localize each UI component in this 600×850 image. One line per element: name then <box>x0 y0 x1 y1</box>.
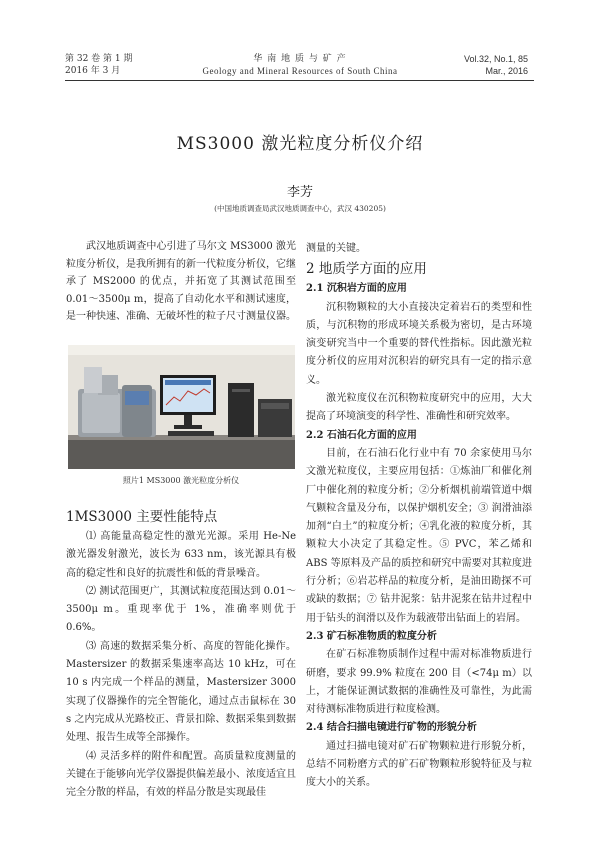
section-2-heading: 2 地质学方面的应用 <box>306 261 427 278</box>
section-1-paragraph: ⑶ 高速的数据采集分析、高度的智能化操作。Mastersizer 的数据采集速率高达 10 kHz，可在 10 s 内完成一个样品的测量，Mastersizer 3000 实现了仪器操作的完全智能化，通过点击鼠标在 30 s 之内完成从光路校正、背景扣除、数据采集到数据处理、报告生成等全部操作。 <box>66 640 296 744</box>
instrument-illustration <box>68 345 295 469</box>
journal-title-cn: 华 南 地 质 与 矿 产 <box>253 54 347 64</box>
article-title: MS3000 激光粒度分析仪介绍 <box>176 134 424 154</box>
journal-citation-info <box>464 53 528 77</box>
figure-caption: 照片1 MS3000 激光粒度分析仪 <box>122 476 240 485</box>
section-1-heading: 1MS3000 主要性能特点 <box>66 509 218 525</box>
subsection-paragraph: 沉积物颗粒的大小直接决定着岩石的类型和性质，与沉积物的形成环境关系极为密切，是古环境演变研究当中一个重要的替代性指标。因此激光粒度分析仪的应用对沉积岩的研究具有一定的指示意义。 <box>306 301 532 386</box>
right-column <box>306 240 532 793</box>
article-author: 李芳 <box>286 185 313 200</box>
section-1-paragraph: ⑴ 高能量高稳定性的激光光源。采用 He-Ne 激光器发射激光，波长为 633 nm，该光源具有极高的稳定性和良好的抗震性和低的背景噪音。 <box>66 531 296 579</box>
header-rule <box>65 80 534 81</box>
intro-text: 武汉地质调查中心引进了马尔文 MS3000 激光粒度分析仪，是我所拥有的新一代粒度分析仪，它继承了 MS2000 的优点，并拓宽了其测试范围至 0.01～3500μ m，提高了自动化水平和测试速度，是一种快速、准确、无破坏性的粒子尺寸测量仪器。 <box>66 241 296 323</box>
section-1-paragraph: ⑷ 灵活多样的附件和配置。高质量粒度测量的关键在于能够向光学仪器提供偏差最小、浓度适宜且完全分散的样品，有效的样品分散是实现最佳 <box>66 750 296 799</box>
subsection-2-1-heading: 2.1 沉积岩方面的应用 <box>306 283 407 295</box>
section-1 <box>66 506 296 802</box>
issue-date: 2016 年 3 月 <box>65 66 121 76</box>
continuation-text: 测量的关键。 <box>306 243 366 254</box>
intro-paragraph <box>66 238 296 326</box>
subsection-2-2-heading: 2.2 石油石化方面的应用 <box>306 429 417 441</box>
journal-title-en: Geology and Mineral Resources of South China <box>202 66 398 76</box>
subsection-2-3-heading: 2.3 矿石标准物质的粒度分析 <box>306 630 437 642</box>
subsection-paragraph: 激光粒度仪在沉积物粒度研究中的应用，大大提高了环境演变的科学性、准确性和研究效率。 <box>306 393 532 423</box>
subsection-paragraph: 在矿石标准物质制作过程中需对标准物质进行研磨，要求 99.9% 粒度在 200 目（<74μ m）以上，才能保证测试数据的准确性及可靠性，为此需对待测标准物质进行粒度检测。 <box>306 649 532 716</box>
author-affiliation: (中国地质调查局武汉地质调查中心，武汉 430205) <box>214 204 386 213</box>
month-year: Mar., 2016 <box>485 66 528 76</box>
subsection-paragraph: 目前，在石油石化行业中有 70 余家使用马尔文激光粒度仪，主要应用包括：①炼油厂和催化剂厂中催化剂的粒度分析；②分析烟机前端管道中烟气颗粒含量及分布，以保护烟机安全；③ 润滑油添加剂“白土”的粒度分析；④乳化液的粒度分析，其颗粒大小决定了其稳定性。⑤ PVC，苯乙烯和 ABS 等原料及产品的质控和研究中需要对其粒度进行分析；⑥岩芯样品的粒度分析，是油田勘探不可或缺的数据；⑦ 钻井泥浆：钻井泥浆在钻井过程中用于钻头的润滑以及作为载液带出钻面上的岩屑。 <box>306 447 532 624</box>
vol-no-page: Vol.32, No.1, 85 <box>463 54 528 64</box>
volume-issue: 第 32 卷 第 1 期 <box>65 54 133 64</box>
subsection-2-4-heading: 2.4 结合扫描电镜进行矿物的形貌分析 <box>306 722 477 734</box>
subsection-paragraph: 通过扫描电镜对矿石矿物颗粒进行形貌分析，总结不同粉磨方式的矿石矿物颗粒形貌特征及与粒度大小的关系。 <box>306 740 532 789</box>
section-1-paragraph: ⑵ 测试范围更广，其测试粒度范围达到 0.01～3500μ m。重现率优于 1%，准确率则优于 0.6%。 <box>66 585 296 634</box>
instrument-photo <box>68 345 295 469</box>
